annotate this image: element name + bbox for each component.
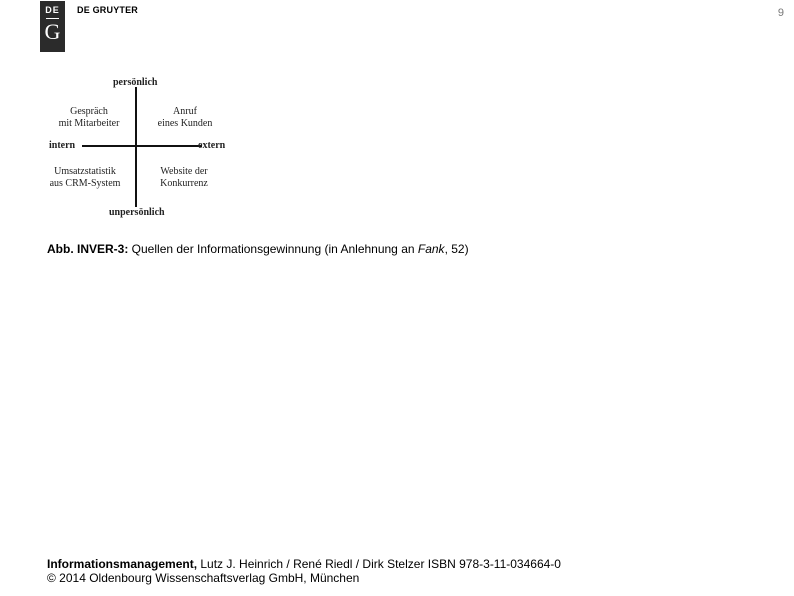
page-footer xyxy=(47,557,561,585)
quadrant-top-right-line1: Anruf xyxy=(173,106,197,117)
quadrant-bottom-right-line2: Konkurrenz xyxy=(160,178,208,189)
axis-label-top: persönlich xyxy=(113,77,158,88)
quadrant-bottom-left-line2: aus CRM-System xyxy=(49,178,121,189)
axis-label-left: intern xyxy=(49,140,76,151)
caption-label: Abb. INVER-3: xyxy=(47,242,129,256)
horizontal-axis-line xyxy=(82,145,202,147)
axis-label-right: extern xyxy=(198,140,226,151)
quadrant-top-left-line1: Gespräch xyxy=(70,106,108,117)
brand-name: DE GRUYTER xyxy=(77,5,139,15)
information-sources-diagram xyxy=(40,72,240,224)
de-gruyter-logo xyxy=(40,1,65,52)
caption-author: Fank xyxy=(417,242,445,256)
axis-label-bottom: unpersönlich xyxy=(109,207,165,218)
quadrant-bottom-right-line1: Website der xyxy=(160,166,208,177)
quadrant-top-left xyxy=(54,106,124,130)
page-number: 9 xyxy=(777,7,784,19)
quadrant-top-right xyxy=(150,106,220,130)
footer-citation-line xyxy=(47,557,561,571)
quadrant-top-right-line2: eines Kunden xyxy=(157,118,213,129)
vertical-axis-line xyxy=(135,87,137,207)
footer-book-title: Informationsmanagement, xyxy=(47,557,198,571)
footer-authors-isbn: Lutz J. Heinrich / René Riedl / Dirk Stelzer ISBN 978-3-11-034664-0 xyxy=(197,557,561,571)
caption-text-before: Quellen der Informationsgewinnung (in Anlehnung an xyxy=(128,242,418,256)
quadrant-top-left-line2: mit Mitarbeiter xyxy=(58,118,120,129)
quadrant-bottom-left-line1: Umsatzstatistik xyxy=(54,166,116,177)
quadrant-bottom-left xyxy=(45,166,125,190)
figure-caption xyxy=(47,242,469,256)
quadrant-bottom-right xyxy=(149,166,219,190)
caption-text-after: , 52) xyxy=(444,242,469,256)
logo-de-text: DE xyxy=(45,5,60,15)
logo-g-text: G xyxy=(44,19,61,44)
footer-copyright: © 2014 Oldenbourg Wissenschaftsverlag GmbH, München xyxy=(47,571,360,585)
